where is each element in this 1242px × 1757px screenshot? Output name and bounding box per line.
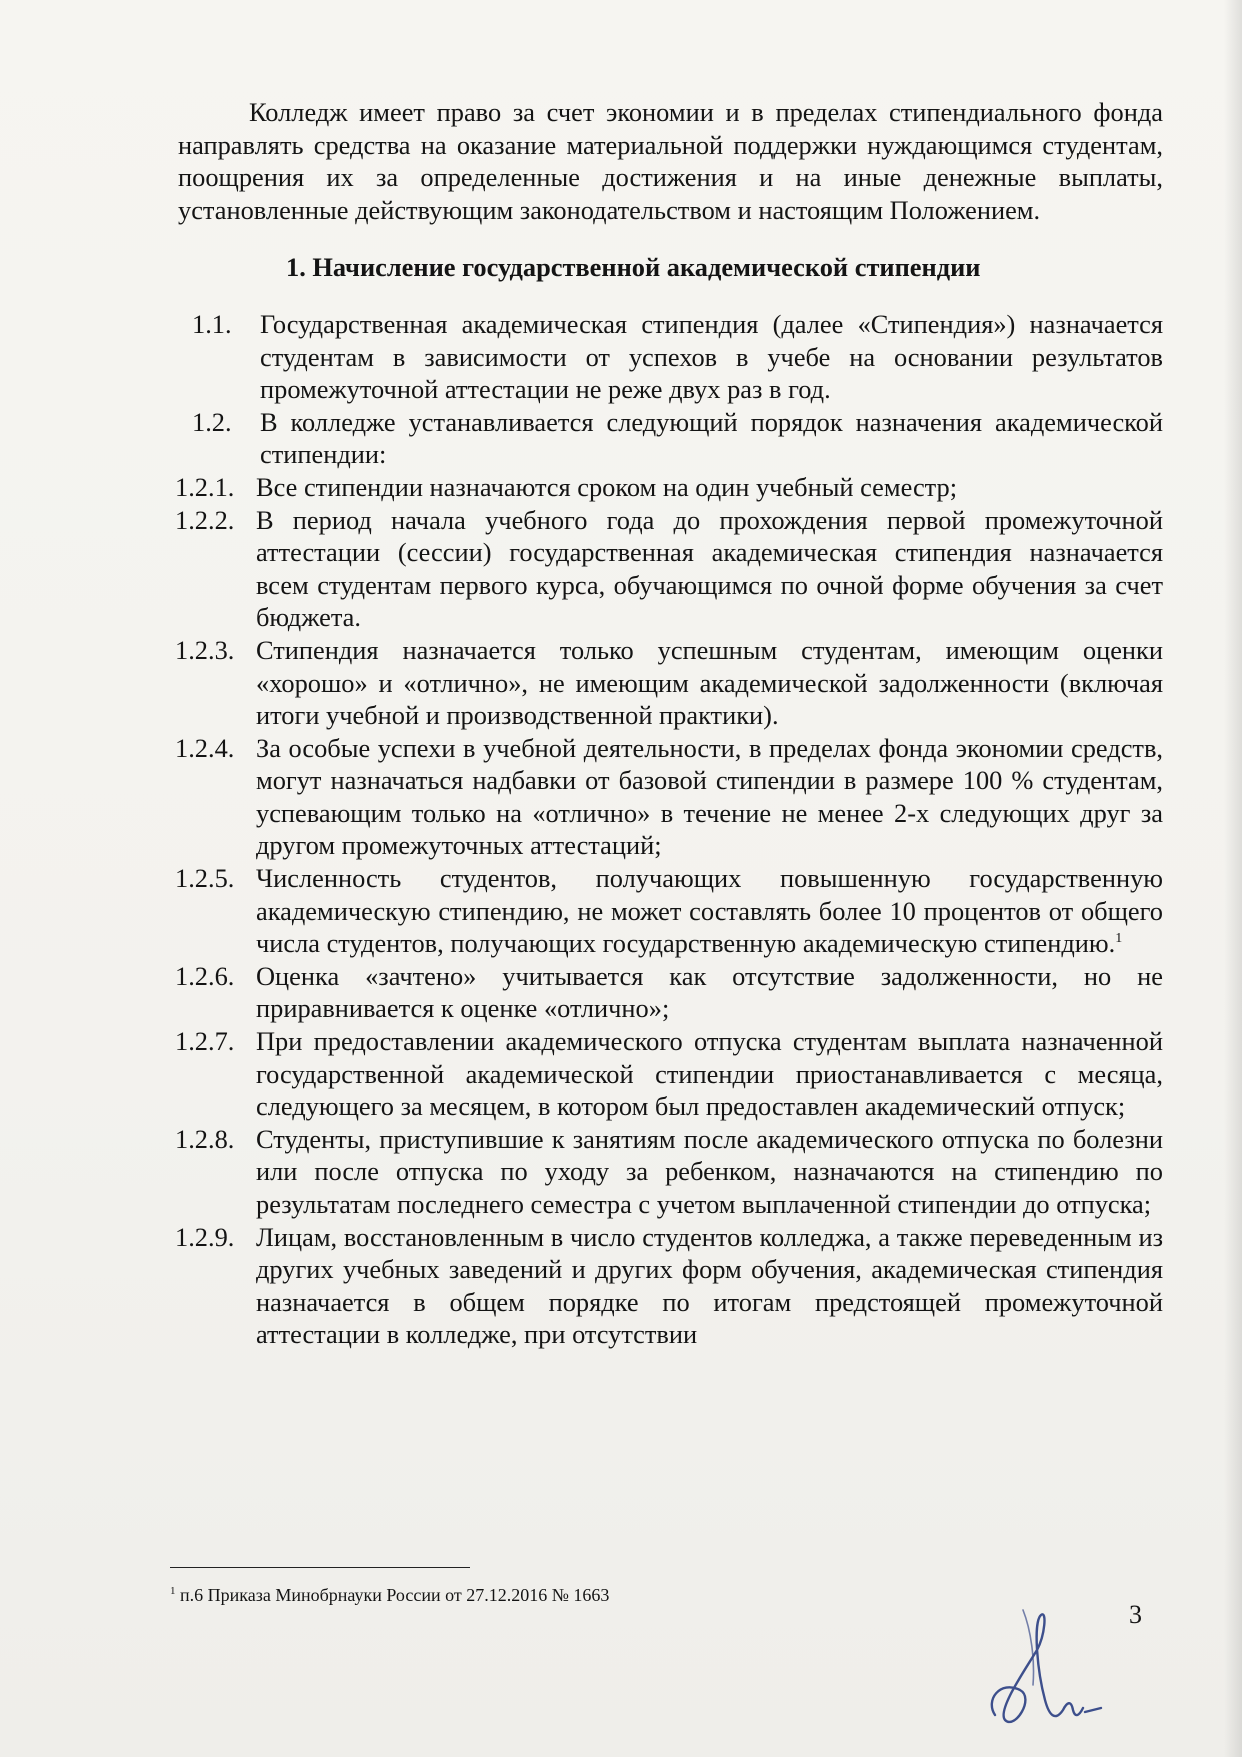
item-number: 1.2.9. xyxy=(175,1221,235,1252)
list-item xyxy=(178,406,1163,471)
item-number: 1.2.2. xyxy=(175,504,235,535)
item-text: За особые успехи в учебной деятельности, в пределах фонда экономии средств, могут назначаться надбавки от базовой стипендии в размере 100 % студентам, успевающим только на «отлично» в течение не менее 2-х следующих друг за другом промежуточных аттестаций; xyxy=(256,732,1163,861)
footnote xyxy=(170,1584,609,1606)
page-number: 3 xyxy=(1129,1600,1142,1629)
item-text: В колледже устанавливается следующий порядок назначения академической стипендии: xyxy=(260,406,1163,470)
item-number: 1.2.8. xyxy=(175,1123,235,1154)
item-number: 1.2.5. xyxy=(175,863,235,894)
item-text: Оценка «зачтено» учитывается как отсутствие задолженности, но не приравнивается к оценке «отлично»; xyxy=(256,960,1163,1024)
list-item xyxy=(175,504,1163,634)
item-number: 1.2.3. xyxy=(175,634,235,665)
item-text: Стипендия назначается только успешным студентам, имеющим оценки «хорошо» и «отлично», не имеющим академической задолженности (включая итоги учебной и производственной практики). xyxy=(256,634,1163,731)
item-number: 1.2.6. xyxy=(175,960,235,991)
footnote-text: п.6 Приказа Минобрнауки России от 27.12.2016 № 1663 xyxy=(175,1585,610,1605)
list-item xyxy=(175,732,1163,862)
item-number: 1.2.7. xyxy=(175,1026,235,1057)
item-text: Лицам, восстановленным в число студентов колледжа, а также переведенным из других учебных заведений и других форм обучения, академическая стипендия назначается в общем порядке по итогам предстоящей промежуточной аттестации в колледже, при отсутствии xyxy=(256,1221,1163,1350)
item-text: Численность студентов, получающих повышенную государственную академическую стипендию, не может составлять более 10 процентов от общего числа студентов, получающих государственную академическую стипендию. xyxy=(256,863,1163,959)
section-heading: 1. Начисление государственной академической стипендии xyxy=(286,252,981,283)
list-item xyxy=(175,634,1163,732)
list-item xyxy=(175,960,1163,1025)
page-edge-shadow xyxy=(1224,0,1242,1757)
footnote-reference[interactable]: 1 xyxy=(1115,931,1123,947)
item-number: 1.2.4. xyxy=(175,732,235,763)
list-item xyxy=(178,308,1163,406)
item-text: При предоставлении академического отпуска студентам выплата назначенной государственной академической стипендии приостанавливается с месяца, следующего за месяцем, в котором был предоставлен академический отпуск; xyxy=(256,1026,1163,1122)
item-text: Студенты, приступившие к занятиям после академического отпуска по болезни или после отпуска по уходу за ребенком, назначаются на стипендию по результатам последнего семестра с учетом выплаченной стипендии до отпуска; xyxy=(256,1123,1163,1219)
item-number: 1.1. xyxy=(192,308,232,339)
item-number: 1.2. xyxy=(192,406,232,437)
list-item xyxy=(175,1221,1163,1351)
item-number: 1.2.1. xyxy=(175,471,235,502)
footnote-mark: 1 xyxy=(170,1585,176,1597)
list-item xyxy=(175,862,1163,960)
list-item xyxy=(175,1123,1163,1221)
item-text: Все стипендии назначаются сроком на один учебный семестр; xyxy=(256,471,958,502)
intro-paragraph: Колледж имеет право за счет экономии и в пределах стипендиального фонда направлять средства на оказание материальной поддержки нуждающимся студентам, поощрения их за определенные достижения и на иные денежные выплаты, установленные действующим законодательством и настоящим Положением. xyxy=(178,97,1163,225)
document-body xyxy=(175,96,1163,1351)
list-item xyxy=(175,471,1163,504)
footnote-separator xyxy=(170,1567,470,1568)
list-item xyxy=(175,1025,1163,1123)
handwritten-signature-icon xyxy=(975,1590,1105,1740)
item-text: В период начала учебного года до прохождения первой промежуточной аттестации (сессии) государственная академическая стипендия назначается всем студентам первого курса, обучающимся по очной форме обучения за счет бюджета. xyxy=(256,504,1163,633)
item-text: Государственная академическая стипендия (далее «Стипендия») назначается студентам в зависимости от успехов в учебе на основании результатов промежуточной аттестации не реже двух раз в год. xyxy=(260,308,1163,405)
